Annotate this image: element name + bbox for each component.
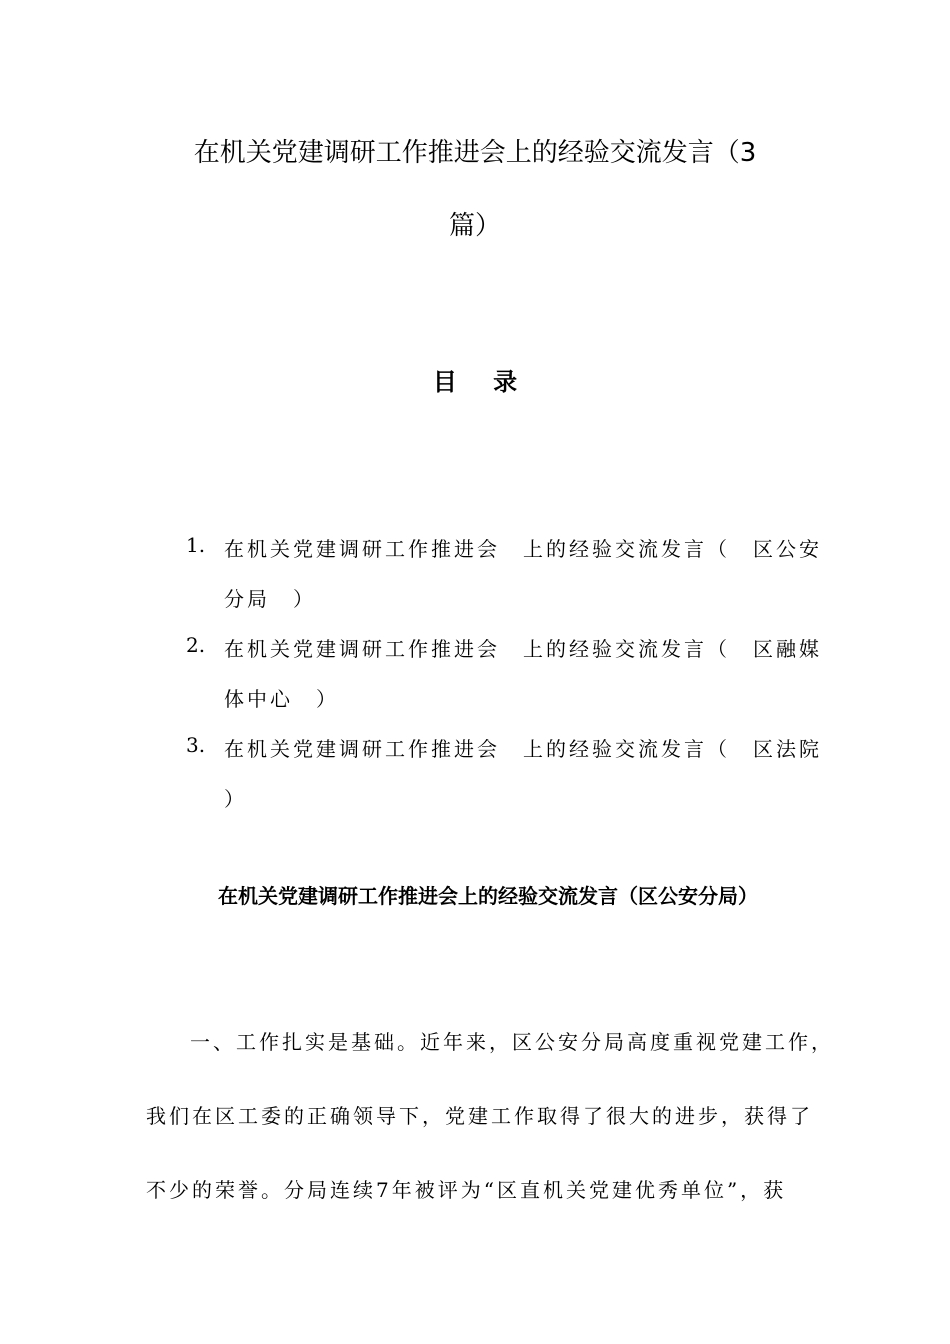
toc-item-1 <box>186 533 822 633</box>
document-title-line-2: 篇） <box>448 211 501 241</box>
toc-item-2 <box>186 633 822 733</box>
toc-item-3 <box>186 733 822 833</box>
table-of-contents <box>186 533 822 833</box>
toc-item-text-line-1: 在机关党建调研工作推进会 上的经验交流发言（ 区法院 <box>224 737 822 761</box>
toc-item-number: 2. <box>186 633 206 657</box>
document-title-line-1: 在机关党建调研工作推进会上的经验交流发言（3 <box>193 138 757 168</box>
section-title: 在机关党建调研工作推进会上的经验交流发言（区公安分局） <box>218 884 758 908</box>
body-paragraph-line: 我们在区工委的正确领导下，党建工作取得了很大的进步，获得了 <box>146 1104 813 1128</box>
body-paragraph-line: 一、工作扎实是基础。近年来，区公安分局高度重视党建工作， <box>190 1030 834 1054</box>
body-paragraph-line: 不少的荣誉。分局连续7年被评为“区直机关党建优秀单位”，获 <box>146 1178 787 1202</box>
toc-item-text-line-2: ） <box>224 787 247 811</box>
toc-item-text-line-2: 分局 ） <box>224 587 316 611</box>
toc-heading: 目 录 <box>432 368 532 396</box>
toc-item-number: 1. <box>186 533 206 557</box>
toc-item-number: 3. <box>186 733 206 757</box>
toc-item-text-line-2: 体中心 ） <box>224 687 339 711</box>
toc-item-text-line-1: 在机关党建调研工作推进会 上的经验交流发言（ 区融媒 <box>224 637 822 661</box>
toc-item-text-line-1: 在机关党建调研工作推进会 上的经验交流发言（ 区公安 <box>224 537 822 561</box>
